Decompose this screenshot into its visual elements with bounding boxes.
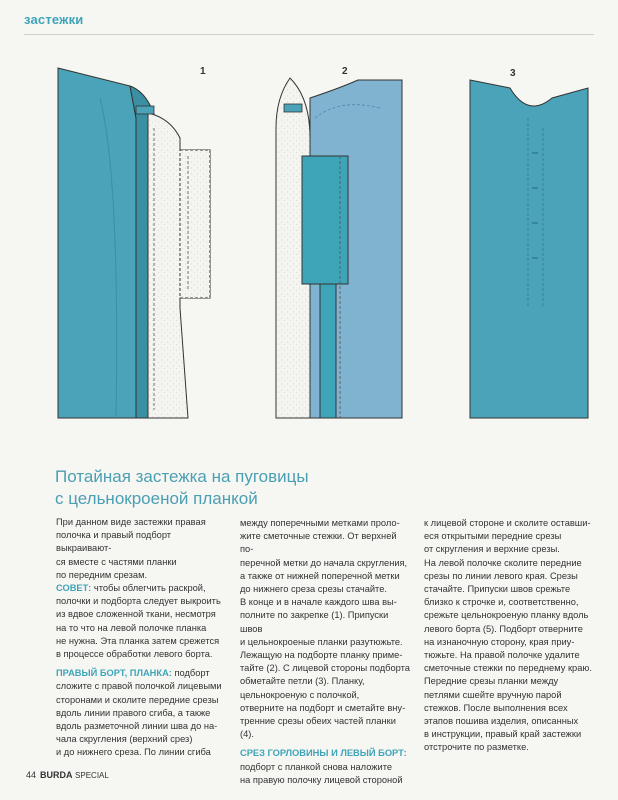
- figure-1-label: 1: [200, 66, 206, 77]
- text-column-1: [56, 516, 224, 760]
- column-3-paragraph: к лицевой стороне и сколите оставши- еся открытыми передние срезы от скругления и верхние срезы. На левой полочке сколите передние срезы по линии левого края. Срезы стачайте. Припуски швов срежьте близко к строчке и, соответственно, срежьте цельнокроеную планку вдоль левого борта (5). Подборт отверните на изнаночную сторону, края приу- тюжьте. На правой полочке удалите сметочные стежки по переднему краю. Передние срезы планки между петлями сшейте вручную парой стежков. После выполнения всех этапов пошива изделия, описанных в инструкции, правый край застежки отстрочите по разметке.: [424, 518, 592, 753]
- illustrations: [40, 58, 600, 438]
- tip-text: чтобы облегчить раскрой, полочки и подборта следует выкроить из вдвое сложенной ткани, несмотря на то что на левой полочке планка не нужна. Эта планка затем срежется в процессе обработки левого борта.: [56, 583, 221, 660]
- article-title: [55, 466, 575, 510]
- neckline-paragraph: [240, 747, 412, 787]
- title-line-1: Потайная застежка на пуговицы: [55, 467, 309, 486]
- brand-sub: SPECIAL: [75, 771, 109, 780]
- figure-3-label: 3: [510, 68, 516, 79]
- figure-2-label: 2: [342, 66, 348, 77]
- figure-1: [58, 68, 210, 418]
- brand-name: BURDA: [40, 770, 73, 780]
- tip-lead: СОВЕТ:: [56, 583, 92, 594]
- right-side-lead: ПРАВЫЙ БОРТ, ПЛАНКА:: [56, 668, 172, 679]
- tip-paragraph: [56, 582, 224, 661]
- neckline-text: подборт с планкой снова наложите на правую полочку лицевой стороной: [240, 761, 403, 785]
- intro-paragraph: При данном виде застежки правая полочка и правый подборт выкраивают- ся вместе с частями планки по передним срезам.: [56, 517, 206, 580]
- page-footer: [26, 770, 109, 780]
- text-column-2: [240, 517, 412, 787]
- figure-2: [276, 78, 402, 418]
- neckline-lead: СРЕЗ ГОРЛОВИНЫ И ЛЕВЫЙ БОРТ:: [240, 748, 407, 759]
- section-tag: застежки: [24, 12, 84, 27]
- text-column-3: [424, 517, 594, 755]
- right-side-paragraph: [56, 667, 224, 759]
- figure-3: [470, 80, 588, 418]
- title-line-2: с цельнокроеной планкой: [55, 489, 258, 508]
- top-divider: [24, 34, 594, 35]
- page-number: 44: [26, 770, 37, 780]
- column-2-paragraph: между поперечными метками проло- жите сметочные стежки. От верхней по- перечной метки до начала скругления, а также от нижней поперечной метки до нижнего среза срезы стачайте. В конце и в начале каждого шва вы- полните по закрепке (1). Припуски швов и цельнокроеные планки разутюжьте. Лежащую на подборте планку приме- тайте (2). С лицевой стороны подборта обметайте петли (3). Планку, цельнокроеную с полочкой, отверните на подборт и сметайте вну- тренние срезы обеих частей планки (4).: [240, 518, 410, 740]
- right-side-text: подборт сложите с правой полочкой лицевыми сторонами и сколите передние срезы вдоль линии правого сгиба, а также вдоль разметочной линии шва до на- чала скругления (верхний срез) и до нижнего среза. По линии сгиба: [56, 668, 222, 758]
